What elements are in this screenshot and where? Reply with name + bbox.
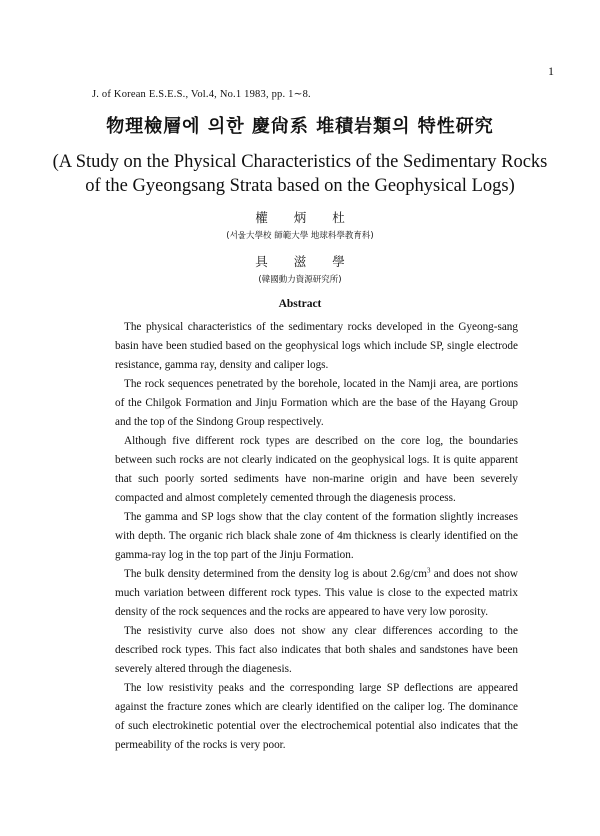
author-name: 具滋學 (255, 254, 371, 269)
density-text-after: and does not show much variation between different rock types. This value is close to the expected matrix density of the rock sequences and the rocks are appeared to have very low porosity. (115, 568, 519, 618)
abstract-paragraph: The low resistivity peaks and the corresponding large SP deflections are appeared against the fracture zones which are clearly identified on the caliper log. The dominance of such electrokinetic potential over the electrochemical potential also indicates that the permeability of the rocks is very poor. (115, 682, 518, 751)
abstract-paragraph: The physical characteristics of the sedimentary rocks developed in the Gyeong-sang basin have been studied based on the geophysical logs which include SP, single electrode resistance, gamma ray, density and caliper logs. (115, 321, 518, 371)
author-block-2 (0, 252, 600, 285)
author-block-1 (0, 208, 600, 241)
english-title (0, 150, 600, 198)
author-affiliation: (韓國動力資源研究所) (258, 275, 342, 285)
density-unit-exponent: 3 (426, 566, 431, 575)
abstract-paragraph: The rock sequences penetrated by the borehole, located in the Namji area, are portions of the Chilgok Formation and Jinju Formation which are the base of the Hayang Group and the top of the Sindong Group respectively. (115, 378, 518, 428)
author-affiliation: (서울大學校 師範大學 地球科學教育科) (226, 231, 374, 241)
abstract-paragraph: The resistivity curve also does not show any clear differences according to the described rock types. This fact also indicates that both shales and sandstones have been severely altered through the diagenesis. (115, 625, 518, 675)
english-title-line-2: of the Gyeongsang Strata based on the Geophysical Logs) (85, 176, 515, 196)
abstract-heading: Abstract (278, 298, 322, 310)
korean-title: 物理檢層에 의한 慶尙系 堆積岩類의 特性研究 (106, 116, 494, 137)
abstract-paragraph: The gamma and SP logs show that the clay content of the formation slightly increases with depth. The organic rich black shale zone of 4m thickness is clearly identified on the gamma-ray log in the top part of the Jinju Formation. (115, 511, 518, 561)
page-number: 1 (548, 64, 554, 78)
abstract-paragraph (115, 565, 518, 622)
density-text-before: The bulk density determined from the density log is about 2.6g/cm (124, 568, 427, 580)
journal-reference: J. of Korean E.S.E.S., Vol.4, No.1 1983, pp. 1∼8. (92, 89, 311, 100)
abstract-paragraph: Although five different rock types are described on the core log, the boundaries between such rocks are not clearly indicated on the geophysical logs. It is quite apparent that such poorly sorted sediments have non-marine origin and have been severely compacted and almost completely cemented through the diagenesis process. (115, 435, 518, 504)
english-title-line-1: (A Study on the Physical Characteristics of the Sedimentary Rocks (52, 152, 548, 172)
author-name: 權炳杜 (255, 210, 371, 225)
abstract-body (115, 318, 518, 755)
